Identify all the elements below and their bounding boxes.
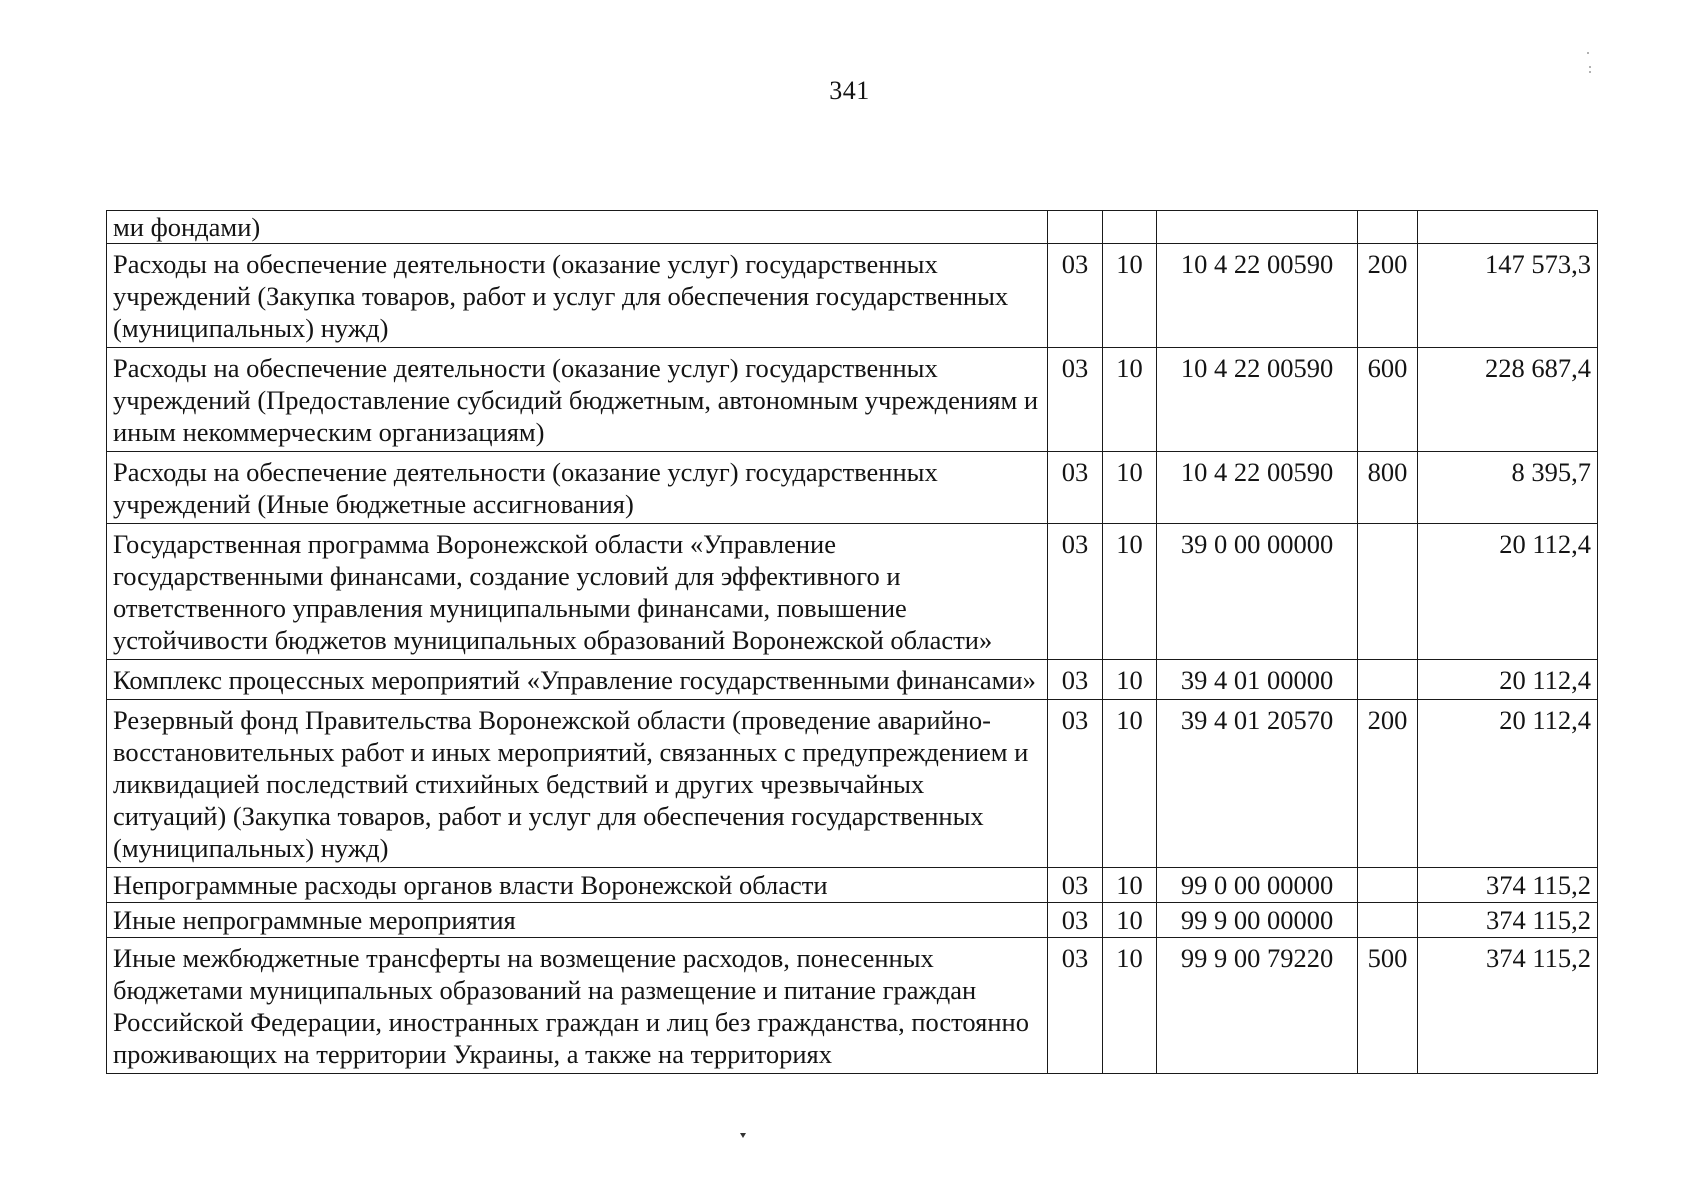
expense-type-code bbox=[1358, 868, 1418, 903]
item-name: Государственная программа Воронежской области «Управление государственными финансами, создание условий для эффективного и ответственного управления муниципальными финансами, повышение устойчивости бюджетов муниципальных образований Воронежской области» bbox=[107, 524, 1048, 660]
scan-speck bbox=[1589, 66, 1591, 68]
target-article-code: 10 4 22 00590 bbox=[1157, 244, 1358, 348]
expense-type-code: 600 bbox=[1358, 348, 1418, 452]
table-row bbox=[107, 903, 1598, 938]
subsection-code: 10 bbox=[1103, 938, 1157, 1074]
amount: 374 115,2 bbox=[1418, 868, 1598, 903]
scan-speck bbox=[1587, 52, 1589, 54]
target-article-code: 99 9 00 00000 bbox=[1157, 903, 1358, 938]
item-name: Расходы на обеспечение деятельности (оказание услуг) государственных учреждений (Предоставление субсидий бюджетным, автономным учреждениям и иным некоммерческим организациям) bbox=[107, 348, 1048, 452]
target-article-code: 39 0 00 00000 bbox=[1157, 524, 1358, 660]
subsection-code: 10 bbox=[1103, 244, 1157, 348]
expense-type-code: 800 bbox=[1358, 452, 1418, 524]
item-name: Резервный фонд Правительства Воронежской области (проведение аварийно-восстановительных работ и иных мероприятий, связанных с предупреждением и ликвидацией последствий стихийных бедствий и других чрезвычайных ситуаций) (Закупка товаров, работ и услуг для обеспечения государственных (муниципальных) нужд) bbox=[107, 700, 1048, 868]
amount: 8 395,7 bbox=[1418, 452, 1598, 524]
expense-type-code bbox=[1358, 903, 1418, 938]
subsection-code bbox=[1103, 211, 1157, 244]
section-code: 03 bbox=[1048, 868, 1103, 903]
item-name: ми фондами) bbox=[107, 211, 1048, 244]
target-article-code: 99 0 00 00000 bbox=[1157, 868, 1358, 903]
table-row bbox=[107, 660, 1598, 700]
expense-type-code bbox=[1358, 524, 1418, 660]
section-code: 03 bbox=[1048, 524, 1103, 660]
amount bbox=[1418, 211, 1598, 244]
table-row bbox=[107, 348, 1598, 452]
amount: 374 115,2 bbox=[1418, 903, 1598, 938]
target-article-code: 99 9 00 79220 bbox=[1157, 938, 1358, 1074]
item-name: Иные непрограммные мероприятия bbox=[107, 903, 1048, 938]
section-code: 03 bbox=[1048, 452, 1103, 524]
expense-type-code bbox=[1358, 211, 1418, 244]
page-number: 341 bbox=[829, 76, 870, 105]
subsection-code: 10 bbox=[1103, 660, 1157, 700]
subsection-code: 10 bbox=[1103, 348, 1157, 452]
section-code: 03 bbox=[1048, 348, 1103, 452]
section-code bbox=[1048, 211, 1103, 244]
section-code: 03 bbox=[1048, 938, 1103, 1074]
expense-type-code bbox=[1358, 660, 1418, 700]
amount: 20 112,4 bbox=[1418, 524, 1598, 660]
expense-type-code: 200 bbox=[1358, 700, 1418, 868]
amount: 20 112,4 bbox=[1418, 660, 1598, 700]
target-article-code: 39 4 01 20570 bbox=[1157, 700, 1358, 868]
subsection-code: 10 bbox=[1103, 524, 1157, 660]
subsection-code: 10 bbox=[1103, 868, 1157, 903]
table-row bbox=[107, 211, 1598, 244]
table-row bbox=[107, 524, 1598, 660]
amount: 228 687,4 bbox=[1418, 348, 1598, 452]
amount: 20 112,4 bbox=[1418, 700, 1598, 868]
target-article-code: 39 4 01 00000 bbox=[1157, 660, 1358, 700]
subsection-code: 10 bbox=[1103, 903, 1157, 938]
item-name: Расходы на обеспечение деятельности (оказание услуг) государственных учреждений (Иные бюджетные ассигнования) bbox=[107, 452, 1048, 524]
amount: 147 573,3 bbox=[1418, 244, 1598, 348]
item-name: Непрограммные расходы органов власти Воронежской области bbox=[107, 868, 1048, 903]
table-row bbox=[107, 452, 1598, 524]
scan-mark bbox=[740, 1133, 746, 1138]
expense-type-code: 200 bbox=[1358, 244, 1418, 348]
scan-speck bbox=[1589, 71, 1591, 73]
expense-type-code: 500 bbox=[1358, 938, 1418, 1074]
scan-specks bbox=[1578, 52, 1592, 82]
target-article-code: 10 4 22 00590 bbox=[1157, 452, 1358, 524]
table-row bbox=[107, 244, 1598, 348]
table-row bbox=[107, 700, 1598, 868]
section-code: 03 bbox=[1048, 660, 1103, 700]
target-article-code: 10 4 22 00590 bbox=[1157, 348, 1358, 452]
budget-table bbox=[106, 210, 1598, 1074]
table-row bbox=[107, 938, 1598, 1074]
target-article-code bbox=[1157, 211, 1358, 244]
table-row bbox=[107, 868, 1598, 903]
section-code: 03 bbox=[1048, 700, 1103, 868]
section-code: 03 bbox=[1048, 244, 1103, 348]
subsection-code: 10 bbox=[1103, 452, 1157, 524]
item-name: Комплекс процессных мероприятий «Управление государственными финансами» bbox=[107, 660, 1048, 700]
section-code: 03 bbox=[1048, 903, 1103, 938]
item-name: Иные межбюджетные трансферты на возмещение расходов, понесенных бюджетами муниципальных образований на размещение и питание граждан Российской Федерации, иностранных граждан и лиц без гражданства, постоянно проживающих на территории Украины, а также на территориях bbox=[107, 938, 1048, 1074]
amount: 374 115,2 bbox=[1418, 938, 1598, 1074]
item-name: Расходы на обеспечение деятельности (оказание услуг) государственных учреждений (Закупка товаров, работ и услуг для обеспечения государственных (муниципальных) нужд) bbox=[107, 244, 1048, 348]
subsection-code: 10 bbox=[1103, 700, 1157, 868]
